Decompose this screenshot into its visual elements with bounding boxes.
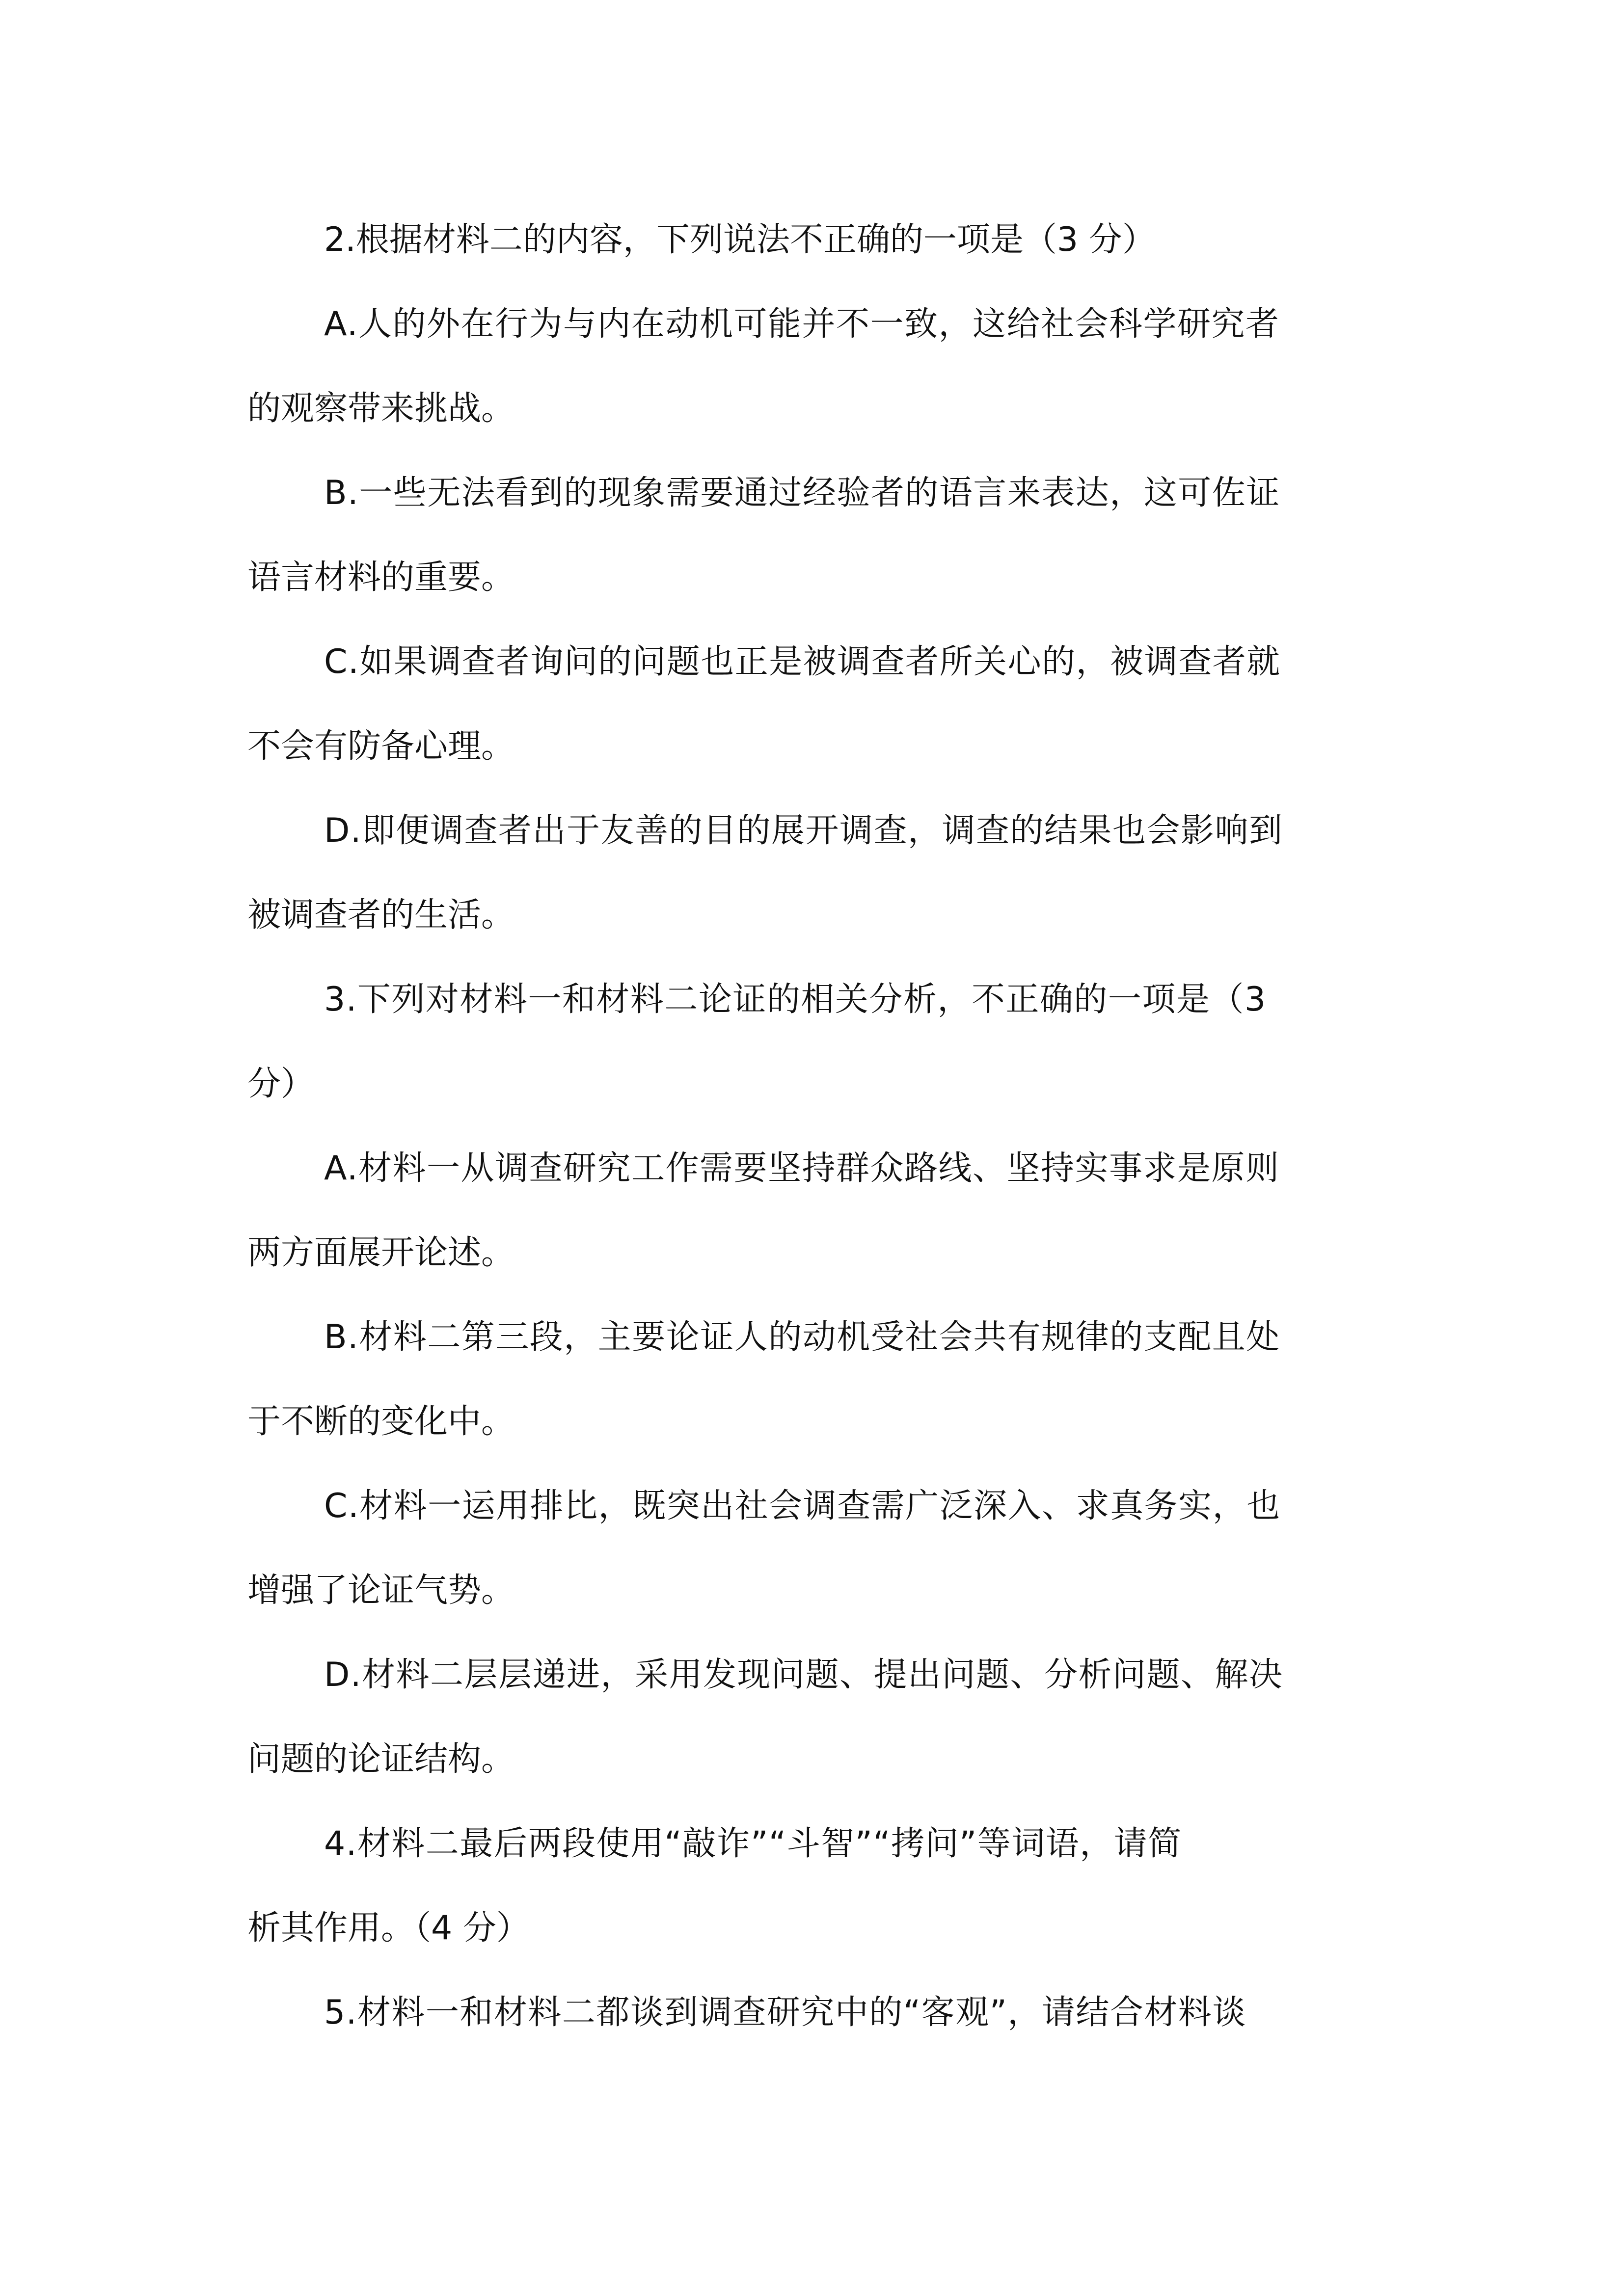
question-2-option-a-line-1: A.人的外在行为与内在动机可能并不一致，这给社会科学研究者: [324, 305, 1280, 344]
question-3-option-d-line-1: D.材料二层层递进，采用发现问题、提出问题、分析问题、解决: [324, 1655, 1283, 1694]
question-3-option-c-line-2: 增强了论证气势。: [247, 1571, 515, 1610]
question-2-option-d-line-2: 被调查者的生活。: [247, 896, 515, 934]
question-3-stem-line-1: 3.下列对材料一和材料二论证的相关分析，不正确的一项是（3: [324, 980, 1267, 1019]
question-2-option-a-line-2: 的观察带来挑战。: [247, 389, 515, 428]
question-5-stem-line-1: 5.材料一和材料二都谈到调查研究中的“客观”，请结合材料谈: [324, 1993, 1246, 2032]
question-3-option-a-line-1: A.材料一从调查研究工作需要坚持群众路线、坚持实事求是原则: [324, 1149, 1280, 1188]
question-3-option-c-line-1: C.材料一运用排比，既突出社会调查需广泛深入、求真务实，也: [324, 1487, 1281, 1525]
question-4-stem-line-1: 4.材料二最后两段使用“敲诈”“斗智”“拷问”等词语，请简: [324, 1824, 1182, 1863]
question-2-option-b-line-2: 语言材料的重要。: [247, 558, 515, 597]
question-3-option-b-line-1: B.材料二第三段，主要论证人的动机受社会共有规律的支配且处: [324, 1318, 1280, 1357]
question-2-stem: 2.根据材料二的内容，下列说法不正确的一项是（3 分）: [324, 220, 1156, 259]
question-2-option-c-line-2: 不会有防备心理。: [247, 727, 515, 766]
question-3-option-b-line-2: 于不断的变化中。: [247, 1402, 515, 1441]
question-3-stem-line-2: 分）: [247, 1065, 315, 1103]
question-3-option-d-line-2: 问题的论证结构。: [247, 1740, 515, 1779]
question-3-option-a-line-2: 两方面展开论述。: [247, 1233, 515, 1272]
question-2-option-c-line-1: C.如果调查者询问的问题也正是被调查者所关心的，被调查者就: [324, 642, 1281, 681]
question-2-option-d-line-1: D.即便调查者出于友善的目的展开调查，调查的结果也会影响到: [324, 811, 1283, 850]
question-4-stem-line-2: 析其作用。（4 分）: [247, 1909, 530, 1948]
question-2-option-b-line-1: B.一些无法看到的现象需要通过经验者的语言来表达，这可佐证: [324, 474, 1280, 512]
